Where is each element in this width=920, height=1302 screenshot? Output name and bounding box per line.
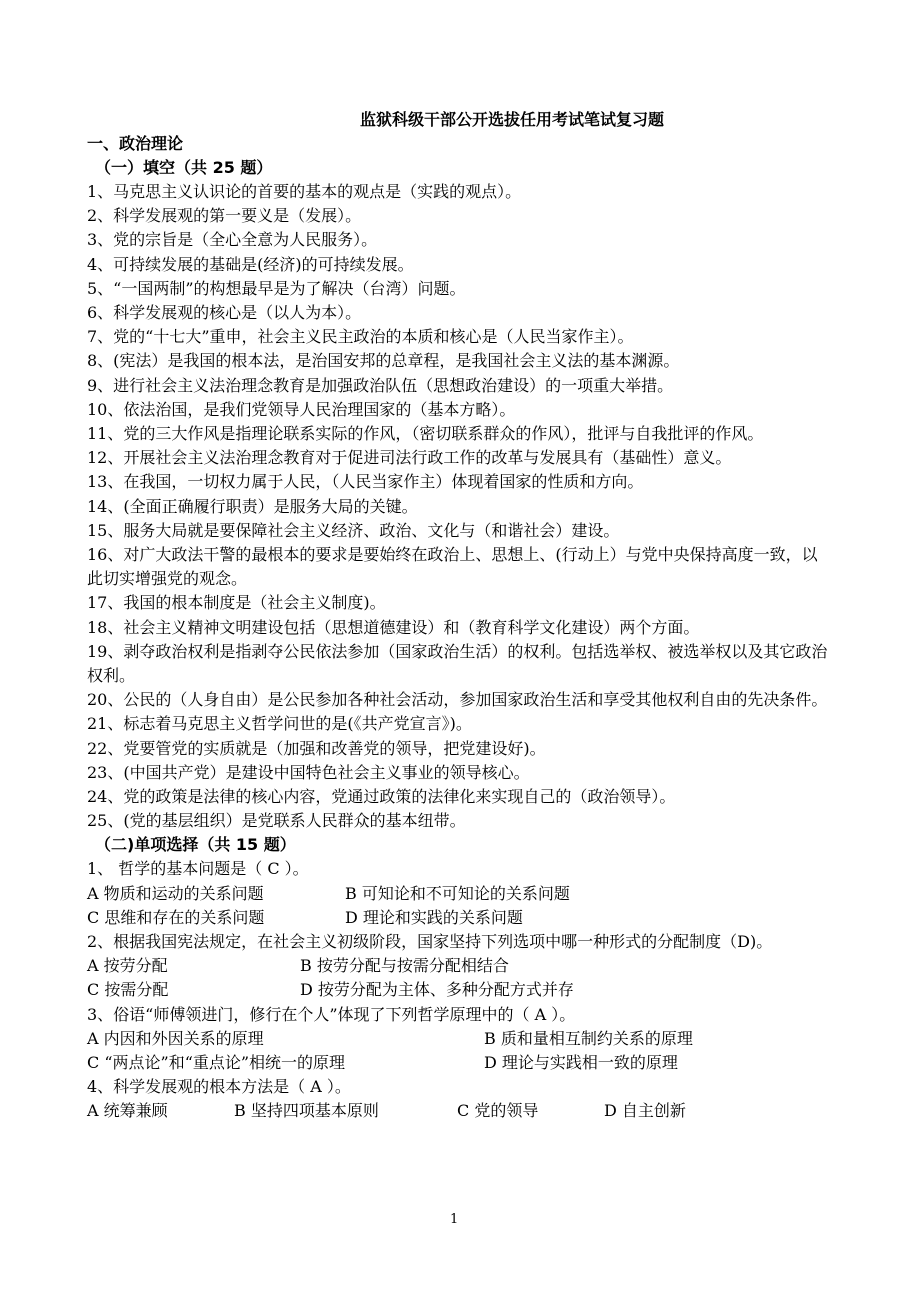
fill-item: 11、党的三大作风是指理论联系实际的作风，（密切联系群众的作风），批评与自我批评的作风。 xyxy=(87,424,764,444)
fill-item: 4、可持续发展的基础是(经济)的可持续发展。 xyxy=(87,254,414,274)
fill-item: 7、党的“十七大”重申，社会主义民主政治的本质和核心是（人民当家作主）。 xyxy=(87,327,634,347)
question-text: 2、根据我国宪法规定，在社会主义初级阶段，国家坚持下列选项中哪一种形式的分配制度（D)。 xyxy=(87,932,773,952)
fill-item: 15、服务大局就是要保障社会主义经济、政治、文化与（和谐社会）建设。 xyxy=(87,520,620,540)
option: C 按需分配 xyxy=(87,980,169,1000)
question-text: 4、科学发展观的根本方法是（ A ）。 xyxy=(87,1077,351,1097)
fill-item: 22、党要管党的实质就是（加强和改善党的领导，把党建设好)。 xyxy=(87,738,546,758)
option-row xyxy=(87,1099,847,1123)
option: B 按劳分配与按需分配相结合 xyxy=(300,956,509,976)
page-number: 1 xyxy=(450,1212,459,1227)
subsection-single-choice: （二)单项选择（共 15 题） xyxy=(95,835,296,855)
choice-question xyxy=(87,930,847,1003)
option-row xyxy=(87,978,847,1002)
fill-item: 9、进行社会主义法治理念教育是加强政治队伍（思想政治建设）的一项重大举措。 xyxy=(87,375,674,395)
option: B 可知论和不可知论的关系问题 xyxy=(345,883,570,903)
fill-item: 3、党的宗旨是（全心全意为人民服务）。 xyxy=(87,230,378,250)
option: D 理论和实践的关系问题 xyxy=(345,907,523,927)
option: D 理论与实践相一致的原理 xyxy=(484,1053,678,1073)
choice-question xyxy=(87,857,847,930)
option-row xyxy=(87,1051,847,1075)
option: D 自主创新 xyxy=(604,1101,686,1121)
option: C 思维和存在的关系问题 xyxy=(87,907,265,927)
fill-item: 18、社会主义精神文明建设包括（思想道德建设）和（教育科学文化建设）两个方面。 xyxy=(87,617,700,637)
fill-item: 12、开展社会主义法治理念教育对于促进司法行政工作的改革与发展具有（基础性）意义。 xyxy=(87,448,732,468)
option: D 按劳分配为主体、多种分配方式并存 xyxy=(300,980,574,1000)
option: B 质和量相互制约关系的原理 xyxy=(484,1028,693,1048)
fill-item: 24、党的政策是法律的核心内容，党通过政策的法律化来实现自己的（政治领导）。 xyxy=(87,787,676,807)
fill-item: 5、“一国两制”的构想最早是为了解决（台湾）问题。 xyxy=(87,278,466,298)
section-heading-politics: 一、政治理论 xyxy=(87,134,184,153)
option-row xyxy=(87,906,847,930)
subsection-fill-blank: （一）填空（共 25 题） xyxy=(95,158,273,177)
document-page xyxy=(87,108,847,1124)
option: A 统筹兼顾 xyxy=(87,1101,168,1121)
fill-item: 23、(中国共产党）是建设中国特色社会主义事业的领导核心。 xyxy=(87,762,530,782)
question-text: 3、俗语“师傅领进门，修行在个人”体现了下列哲学原理中的（ A ）。 xyxy=(87,1004,576,1024)
option-row xyxy=(87,882,847,906)
fill-item: 8、(宪法）是我国的根本法，是治国安邦的总章程，是我国社会主义法的基本渊源。 xyxy=(87,351,680,371)
option: C “两点论”和“重点论”相统一的原理 xyxy=(87,1053,346,1073)
fill-item: 20、公民的（人身自由）是公民参加各种社会活动，参加国家政治生活和享受其他权利自由的先决条件。 xyxy=(87,690,828,710)
choice-question xyxy=(87,1075,847,1123)
fill-item: 6、科学发展观的核心是（以人为本）。 xyxy=(87,303,362,323)
fill-item: 17、我国的根本制度是（社会主义制度)。 xyxy=(87,593,386,613)
fill-blank-list xyxy=(87,180,847,833)
option: C 党的领导 xyxy=(457,1101,539,1121)
fill-item: 10、依法治国，是我们党领导人民治理国家的（基本方略）。 xyxy=(87,399,516,419)
fill-item: 2、科学发展观的第一要义是（发展）。 xyxy=(87,206,362,226)
document-title: 监狱科级干部公开选拔任用考试笔试复习题 xyxy=(359,110,664,129)
fill-item: 14、(全面正确履行职责）是服务大局的关键。 xyxy=(87,496,418,516)
fill-item: 13、在我国，一切权力属于人民，（人民当家作主）体现着国家的性质和方向。 xyxy=(87,472,644,492)
choice-question xyxy=(87,1003,847,1076)
option-row xyxy=(87,1027,847,1051)
fill-item: 19、剥夺政治权利是指剥夺公民依法参加（国家政治生活）的权利。包括选举权、被选举权以及其它政治权利。 xyxy=(87,641,828,686)
option-row xyxy=(87,954,847,978)
question-text: 1、 哲学的基本问题是（ C ）。 xyxy=(87,859,309,879)
fill-item: 21、标志着马克思主义哲学问世的是(《共产党宣言》)。 xyxy=(87,714,472,734)
fill-item: 25、(党的基层组织）是党联系人民群众的基本纽带。 xyxy=(87,811,466,831)
option: A 内因和外因关系的原理 xyxy=(87,1028,264,1048)
fill-item: 16、对广大政法干警的最根本的要求是要始终在政治上、思想上、(行动上）与党中央保持高度一致，以此切实增强党的观念。 xyxy=(87,545,818,589)
option: B 坚持四项基本原则 xyxy=(234,1101,379,1121)
option: A 按劳分配 xyxy=(87,956,168,976)
option: A 物质和运动的关系问题 xyxy=(87,883,264,903)
fill-item: 1、马克思主义认识论的首要的基本的观点是（实践的观点）。 xyxy=(87,182,522,201)
